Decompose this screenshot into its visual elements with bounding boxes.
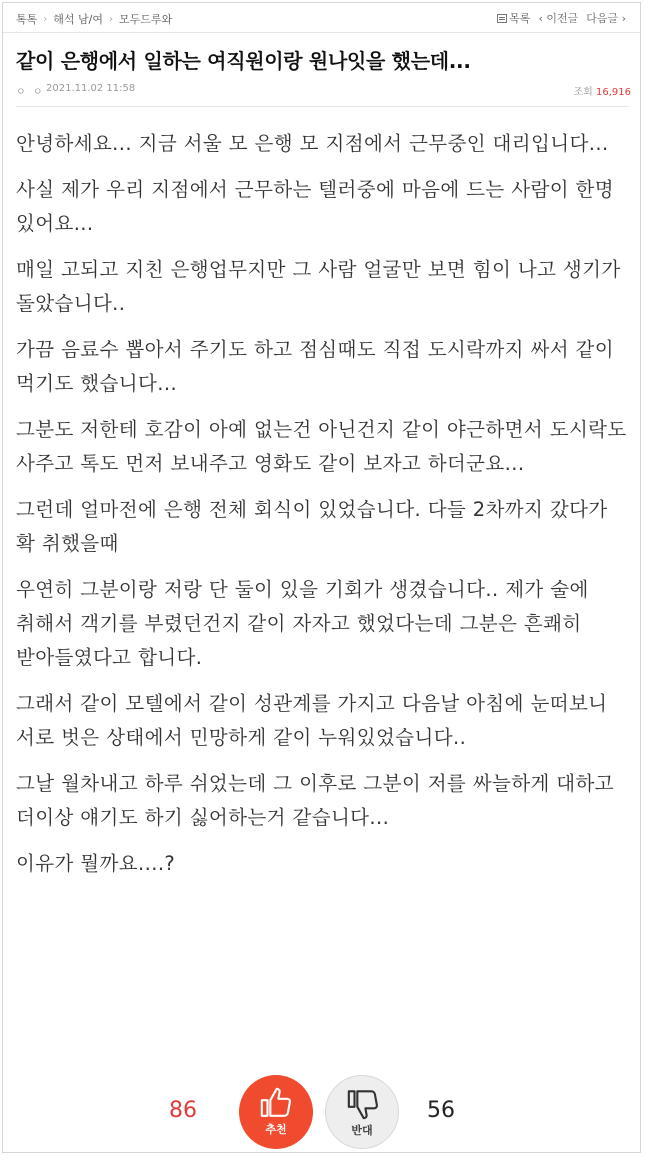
- post-frame: [2, 2, 641, 1153]
- post-meta: [16, 83, 631, 99]
- post-paragraph: 그날 월차내고 하루 쉬었는데 그 이후로 그분이 저를 싸늘하게 대하고 더이상 얘기도 하기 싫어하는거 같습니다...: [16, 772, 615, 829]
- post-navigation: [497, 10, 626, 26]
- view-count: [573, 83, 631, 98]
- oppose-count: 56: [427, 1098, 455, 1123]
- oppose-button[interactable]: [325, 1075, 399, 1149]
- next-post-link[interactable]: 다음글 ›: [586, 12, 626, 25]
- prev-post-link[interactable]: ‹ 이전글: [538, 12, 579, 25]
- recommend-button[interactable]: [239, 1075, 313, 1149]
- post-paragraph: 그런데 얼마전에 은행 전체 회식이 있었습니다. 다들 2차까지 갔다가 확 취했을때: [16, 498, 608, 555]
- breadcrumb-item-category[interactable]: 해석 남/여: [53, 13, 103, 26]
- post-paragraph: 이유가 뭘까요....?: [16, 852, 176, 875]
- breadcrumb: [16, 11, 172, 27]
- view-count-value: 16,916: [596, 87, 631, 98]
- top-bar: [3, 3, 640, 33]
- list-button-label: 목록: [509, 12, 531, 25]
- post-body: [16, 127, 631, 893]
- recommend-button-label: 추천: [265, 1123, 287, 1136]
- post-date: 2021.11.02 11:58: [46, 83, 136, 94]
- view-count-label: 조회: [573, 87, 593, 98]
- post-paragraph: 안녕하세요... 지금 서울 모 은행 모 지점에서 근무중인 대리입니다...: [16, 132, 609, 155]
- thumbs-up-icon: [259, 1086, 293, 1120]
- list-icon: [497, 14, 507, 23]
- breadcrumb-separator: ›: [43, 13, 48, 25]
- post-author: ㅇ ㅇ: [16, 87, 45, 98]
- post-paragraph: 우연히 그분이랑 저랑 단 둘이 있을 기회가 생겼습니다.. 제가 술에 취해서 객기를 부렸던건지 같이 자자고 했었다는데 그분은 흔쾌히 받아들였다고 합니다.: [16, 578, 589, 669]
- thumbs-down-icon: [346, 1087, 380, 1121]
- post-title: 같이 은행에서 일하는 여직원이랑 원나잇을 했는데...: [16, 49, 471, 73]
- breadcrumb-item-talk[interactable]: 톡톡: [16, 13, 38, 26]
- post-paragraph: 그분도 저한테 호감이 아예 없는건 아닌건지 같이 야근하면서 도시락도 사주고 톡도 먼저 보내주고 영화도 같이 보자고 하더군요...: [16, 418, 627, 475]
- post-paragraph: 그래서 같이 모텔에서 같이 성관계를 가지고 다음날 아침에 눈떠보니 서로 벗은 상태에서 민망하게 같이 누워있었습니다..: [16, 692, 608, 749]
- post-paragraph: 가끔 음료수 뽑아서 주기도 하고 점심때도 직접 도시락까지 싸서 같이 먹기도 했습니다...: [16, 338, 615, 395]
- title-divider: [16, 106, 629, 107]
- list-button[interactable]: [497, 10, 530, 26]
- recommend-count: 86: [169, 1098, 197, 1123]
- post-paragraph: 사실 제가 우리 지점에서 근무하는 텔러중에 마음에 드는 사람이 한명 있어요...: [16, 178, 615, 235]
- vote-area: [3, 1071, 640, 1151]
- post-paragraph: 매일 고되고 지친 은행업무지만 그 사람 얼굴만 보면 힘이 나고 생기가 돌았습니다..: [16, 258, 621, 315]
- breadcrumb-separator: ›: [108, 13, 113, 25]
- breadcrumb-item-board[interactable]: 모두드루와: [118, 13, 173, 26]
- oppose-button-label: 반대: [351, 1124, 373, 1137]
